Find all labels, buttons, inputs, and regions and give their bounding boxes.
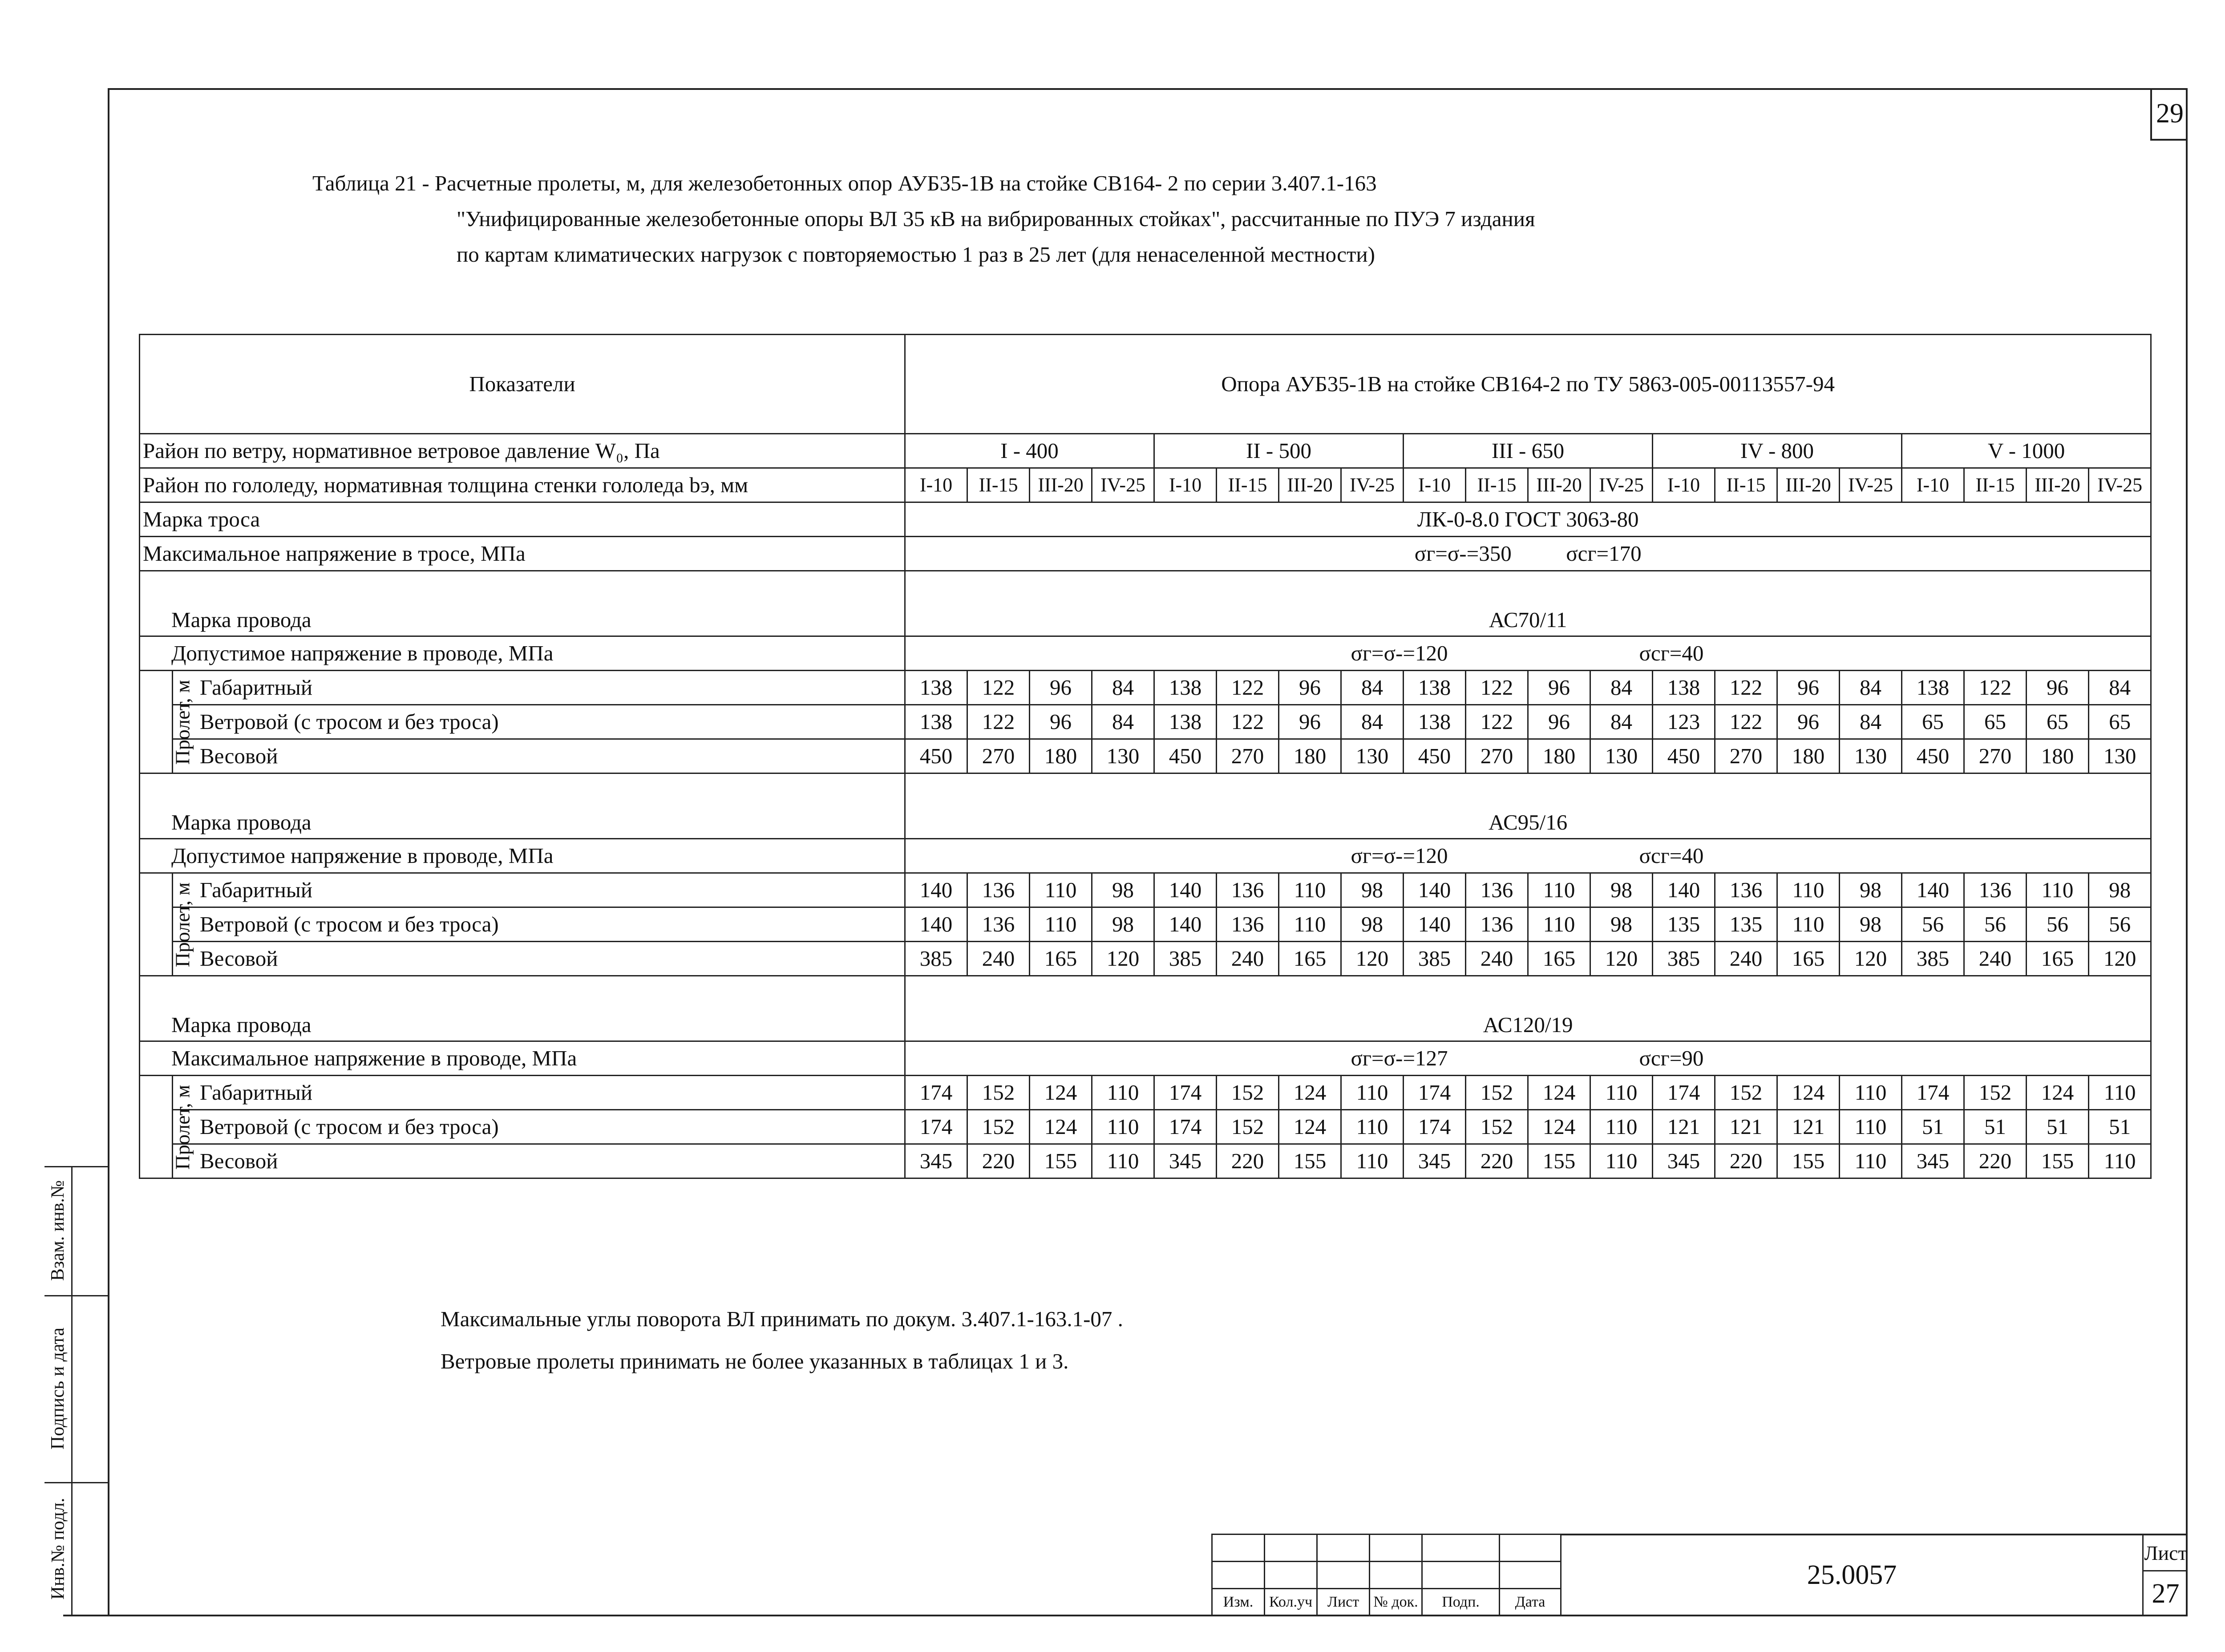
span-value-cell: 385 (905, 942, 967, 976)
span-value-cell: 155 (2027, 1144, 2089, 1178)
span-value-cell: 138 (1154, 671, 1217, 705)
ice-region-cell: I-10 (1653, 468, 1715, 502)
span-row (140, 671, 2151, 705)
span-value-cell: 121 (1653, 1110, 1715, 1144)
title-block-header: Лист (1317, 1589, 1370, 1616)
wire-stress-main: σг=σ-=120 (905, 636, 1528, 671)
span-value-cell: 136 (967, 873, 1030, 907)
ice-region-cell: IV-25 (1341, 468, 1404, 502)
title-block-grid (1211, 1534, 1562, 1616)
span-value-cell: 110 (1092, 1110, 1154, 1144)
span-value-cell: 84 (1092, 705, 1154, 739)
span-value-cell: 124 (1777, 1076, 1840, 1110)
wire-label: Марка провода (140, 976, 905, 1041)
span-value-cell: 96 (1528, 705, 1590, 739)
span-value-cell: 138 (905, 705, 967, 739)
wind-region-cell: V - 1000 (1902, 434, 2151, 468)
span-value-cell: 84 (1590, 671, 1653, 705)
span-value-cell: 98 (2089, 873, 2151, 907)
wind-region-cell: II - 500 (1154, 434, 1404, 468)
ice-region-cell: II-15 (1715, 468, 1777, 502)
caption-line-3: по картам климатических нагрузок с повторяемостью 1 раз в 25 лет (для ненаселенной местности) (457, 242, 1375, 267)
span-value-cell: 135 (1715, 907, 1777, 942)
span-row-name: Ветровой (с тросом и без троса) (173, 1110, 905, 1144)
span-vertical-label (140, 1076, 194, 1178)
span-value-cell: 152 (1964, 1076, 2027, 1110)
span-value-cell: 165 (2027, 942, 2089, 976)
span-value-cell: 450 (1653, 739, 1715, 773)
span-value-cell: 220 (967, 1144, 1030, 1178)
span-value-cell: 385 (1154, 942, 1217, 976)
wind-region-cell: III - 650 (1404, 434, 1653, 468)
span-value-cell: 345 (1653, 1144, 1715, 1178)
span-value-cell: 124 (1279, 1110, 1341, 1144)
wire-stress-row (140, 839, 2151, 873)
span-value-cell: 165 (1528, 942, 1590, 976)
side-stamp-replacement: Взам. инв.№ (48, 1180, 68, 1281)
sheet-box (2142, 1534, 2188, 1615)
span-value-cell: 96 (1528, 671, 1590, 705)
span-row (140, 1144, 2151, 1178)
span-value-cell: 174 (905, 1110, 967, 1144)
span-value-cell: 152 (1217, 1076, 1279, 1110)
span-value-cell: 174 (1653, 1076, 1715, 1110)
span-value-cell: 122 (1715, 671, 1777, 705)
span-value-cell: 180 (1030, 739, 1092, 773)
span-value-cell: 138 (1902, 671, 1964, 705)
span-value-cell: 98 (1590, 873, 1653, 907)
span-value-cell: 124 (1030, 1076, 1092, 1110)
span-value-cell: 84 (1341, 671, 1404, 705)
frame-bottom-line (63, 1615, 2188, 1616)
span-value-cell: 110 (1030, 873, 1092, 907)
span-value-cell: 110 (1840, 1110, 1902, 1144)
title-block-header: Изм. (1212, 1589, 1265, 1616)
ice-row (140, 468, 2151, 502)
span-value-cell: 450 (1404, 739, 1466, 773)
span-value-cell: 140 (1653, 873, 1715, 907)
span-value-cell: 135 (1653, 907, 1715, 942)
ice-region-cell: IV-25 (1590, 468, 1653, 502)
span-row-name: Ветровой (с тросом и без троса) (173, 705, 905, 739)
wire-row (140, 571, 2151, 636)
span-value-cell: 122 (967, 671, 1030, 705)
span-value-cell: 180 (1528, 739, 1590, 773)
span-value-cell: 270 (1964, 739, 2027, 773)
span-value-cell: 96 (1279, 705, 1341, 739)
ice-region-cell: III-20 (1030, 468, 1092, 502)
span-value-cell: 152 (1217, 1110, 1279, 1144)
span-value-cell: 220 (1466, 1144, 1528, 1178)
table-caption (312, 166, 1535, 272)
span-value-cell: 240 (1964, 942, 2027, 976)
span-value-cell: 136 (1715, 873, 1777, 907)
span-row (140, 907, 2151, 942)
span-value-cell: 65 (2089, 705, 2151, 739)
span-value-cell: 98 (1590, 907, 1653, 942)
span-value-cell: 120 (1840, 942, 1902, 976)
ice-region-cell: IV-25 (1092, 468, 1154, 502)
ice-region-cell: IV-25 (2089, 468, 2151, 502)
ice-region-cell: III-20 (1777, 468, 1840, 502)
span-value-cell: 136 (1466, 873, 1528, 907)
side-stamp-signature-date: Подпись и дата (48, 1327, 68, 1450)
span-value-cell: 345 (1154, 1144, 1217, 1178)
title-block-header: Кол.уч (1265, 1589, 1317, 1616)
ice-region-cell: II-15 (1964, 468, 2027, 502)
span-value-cell: 174 (905, 1076, 967, 1110)
ice-region-cell: II-15 (1217, 468, 1279, 502)
span-row (140, 942, 2151, 976)
caption-line-2: "Унифицированные железобетонные опоры ВЛ 35 кВ на вибрированных стойках", рассчитанные по ПУЭ 7 издания (457, 206, 1535, 231)
span-value-cell: 65 (1902, 705, 1964, 739)
span-value-cell: 155 (1777, 1144, 1840, 1178)
span-value-cell: 98 (1840, 907, 1902, 942)
span-value-cell: 84 (1840, 705, 1902, 739)
span-value-cell: 130 (1590, 739, 1653, 773)
spans-table (139, 334, 2152, 1179)
ice-region-cell: III-20 (2027, 468, 2089, 502)
span-row-name: Габаритный (173, 873, 905, 907)
span-value-cell: 84 (1590, 705, 1653, 739)
wire-stress-label: Максимальное напряжение в проводе, МПа (140, 1041, 905, 1076)
span-value-cell: 138 (1653, 671, 1715, 705)
rope-stress-value: σг=σ-=350 σсг=170 (905, 537, 2151, 571)
span-value-cell: 110 (1590, 1110, 1653, 1144)
span-value-cell: 174 (1902, 1076, 1964, 1110)
span-value-cell: 121 (1777, 1110, 1840, 1144)
ice-label: Район по гололеду, нормативная толщина стенки гололеда bэ, мм (140, 468, 905, 502)
span-value-cell: 220 (1217, 1144, 1279, 1178)
rope-stress-row (140, 537, 2151, 571)
span-value-cell: 96 (1777, 705, 1840, 739)
span-value-cell: 98 (1840, 873, 1902, 907)
span-value-cell: 180 (2027, 739, 2089, 773)
span-value-cell: 345 (1902, 1144, 1964, 1178)
rope-stress-label: Максимальное напряжение в тросе, МПа (140, 537, 905, 571)
span-value-cell: 122 (1217, 671, 1279, 705)
wire-stress-main: σг=σ-=120 (905, 839, 1528, 873)
span-row-name: Весовой (173, 942, 905, 976)
wind-row (140, 434, 2151, 468)
header-support: Опора АУБ35-1В на стойке СВ164-2 по ТУ 5863-005-00113557-94 (905, 335, 2151, 434)
caption-line-1: Таблица 21 - Расчетные пролеты, м, для железобетонных опор АУБ35-1В на стойке СВ164- 2 по серии 3.407.1-163 (312, 171, 1377, 195)
span-value-cell: 152 (967, 1076, 1030, 1110)
span-value-cell: 84 (1341, 705, 1404, 739)
span-vertical-text: Пролет, м (171, 680, 194, 765)
span-value-cell: 51 (2089, 1110, 2151, 1144)
ice-region-cell: I-10 (1404, 468, 1466, 502)
span-value-cell: 155 (1279, 1144, 1341, 1178)
wire-label: Марка провода (140, 773, 905, 839)
span-value-cell: 345 (1404, 1144, 1466, 1178)
ice-region-cell: II-15 (1466, 468, 1528, 502)
span-value-cell: 174 (1154, 1076, 1217, 1110)
document-code: 25.0057 (1560, 1534, 2142, 1615)
span-value-cell: 240 (967, 942, 1030, 976)
span-row (140, 1110, 2151, 1144)
span-value-cell: 110 (2089, 1076, 2151, 1110)
span-value-cell: 51 (1964, 1110, 2027, 1144)
span-value-cell: 345 (905, 1144, 967, 1178)
span-value-cell: 240 (1466, 942, 1528, 976)
ice-region-cell: IV-25 (1840, 468, 1902, 502)
span-value-cell: 140 (1154, 873, 1217, 907)
wind-label: Район по ветру, нормативное ветровое давление W₀, Па (140, 434, 905, 468)
span-value-cell: 110 (1279, 873, 1341, 907)
span-value-cell: 165 (1279, 942, 1341, 976)
note-wind-spans: Ветровые пролеты принимать не более указанных в таблицах 1 и 3. (441, 1349, 1069, 1373)
title-block-header: Подп. (1422, 1589, 1500, 1616)
ice-region-cell: III-20 (1528, 468, 1590, 502)
span-value-cell: 240 (1217, 942, 1279, 976)
span-value-cell: 138 (1154, 705, 1217, 739)
span-row-name: Весовой (173, 739, 905, 773)
span-value-cell: 122 (1466, 705, 1528, 739)
span-row (140, 873, 2151, 907)
wind-region-cell: IV - 800 (1653, 434, 1902, 468)
wire-stress-yearly: σсг=90 (1528, 1041, 2151, 1076)
span-value-cell: 270 (1715, 739, 1777, 773)
span-value-cell: 140 (1154, 907, 1217, 942)
span-value-cell: 270 (967, 739, 1030, 773)
span-value-cell: 140 (1404, 873, 1466, 907)
span-value-cell: 51 (1902, 1110, 1964, 1144)
span-value-cell: 56 (1902, 907, 1964, 942)
note-turn-angles: Максимальные углы поворота ВЛ принимать по докум. 3.407.1-163.1-07 . (441, 1307, 1123, 1331)
span-value-cell: 84 (1092, 671, 1154, 705)
span-value-cell: 98 (1341, 907, 1404, 942)
span-value-cell: 120 (2089, 942, 2151, 976)
wire-row (140, 976, 2151, 1041)
span-value-cell: 152 (1715, 1076, 1777, 1110)
span-vertical-label (140, 873, 194, 976)
span-value-cell: 165 (1777, 942, 1840, 976)
rope-row (140, 502, 2151, 537)
span-value-cell: 98 (1341, 873, 1404, 907)
wire-stress-row (140, 636, 2151, 671)
span-value-cell: 110 (1528, 907, 1590, 942)
wire-value: АС95/16 (905, 773, 2151, 839)
span-value-cell: 136 (1466, 907, 1528, 942)
span-value-cell: 65 (2027, 705, 2089, 739)
span-value-cell: 138 (1404, 705, 1466, 739)
span-value-cell: 56 (2089, 907, 2151, 942)
wire-value: АС120/19 (905, 976, 2151, 1041)
span-value-cell: 51 (2027, 1110, 2089, 1144)
span-row-name: Габаритный (173, 671, 905, 705)
span-value-cell: 180 (1279, 739, 1341, 773)
side-stamp-inventory: Инв.№ подл. (48, 1498, 68, 1600)
span-value-cell: 152 (967, 1110, 1030, 1144)
title-block-header: № док. (1370, 1589, 1422, 1616)
span-value-cell: 110 (1840, 1144, 1902, 1178)
span-value-cell: 110 (1341, 1110, 1404, 1144)
span-value-cell: 110 (2027, 873, 2089, 907)
wire-row (140, 773, 2151, 839)
span-value-cell: 56 (2027, 907, 2089, 942)
ice-region-cell: I-10 (1902, 468, 1964, 502)
ice-region-cell: I-10 (905, 468, 967, 502)
sheet-label: Лист (2144, 1535, 2188, 1571)
span-row-name: Ветровой (с тросом и без троса) (173, 907, 905, 942)
span-value-cell: 140 (905, 873, 967, 907)
span-value-cell: 124 (1528, 1076, 1590, 1110)
span-vertical-label (140, 671, 194, 773)
span-value-cell: 138 (905, 671, 967, 705)
span-value-cell: 130 (1092, 739, 1154, 773)
span-value-cell: 96 (2027, 671, 2089, 705)
span-value-cell: 450 (1154, 739, 1217, 773)
span-value-cell: 122 (1715, 705, 1777, 739)
header-indicators: Показатели (140, 335, 905, 434)
span-value-cell: 124 (2027, 1076, 2089, 1110)
span-value-cell: 121 (1715, 1110, 1777, 1144)
span-value-cell: 165 (1030, 942, 1092, 976)
ice-region-cell: II-15 (967, 468, 1030, 502)
span-value-cell: 155 (1030, 1144, 1092, 1178)
span-value-cell: 270 (1466, 739, 1528, 773)
wire-stress-main: σг=σ-=127 (905, 1041, 1528, 1076)
span-value-cell: 136 (967, 907, 1030, 942)
span-value-cell: 450 (905, 739, 967, 773)
span-value-cell: 220 (1715, 1144, 1777, 1178)
span-value-cell: 140 (905, 907, 967, 942)
span-value-cell: 98 (1092, 907, 1154, 942)
span-value-cell: 120 (1590, 942, 1653, 976)
span-value-cell: 385 (1902, 942, 1964, 976)
span-value-cell: 56 (1964, 907, 2027, 942)
span-value-cell: 240 (1715, 942, 1777, 976)
span-value-cell: 96 (1030, 671, 1092, 705)
span-value-cell: 84 (1840, 671, 1902, 705)
span-value-cell: 110 (1279, 907, 1341, 942)
span-value-cell: 140 (1404, 907, 1466, 942)
span-value-cell: 98 (1092, 873, 1154, 907)
wire-stress-label: Допустимое напряжение в проводе, МПа (140, 636, 905, 671)
span-value-cell: 122 (1964, 671, 2027, 705)
span-value-cell: 450 (1902, 739, 1964, 773)
span-value-cell: 180 (1777, 739, 1840, 773)
span-value-cell: 110 (1777, 907, 1840, 942)
wire-stress-yearly: σсг=40 (1528, 839, 2151, 873)
title-block-header: Дата (1500, 1589, 1561, 1616)
span-value-cell: 136 (1217, 873, 1279, 907)
span-value-cell: 122 (1466, 671, 1528, 705)
span-value-cell: 84 (2089, 671, 2151, 705)
span-value-cell: 130 (1840, 739, 1902, 773)
span-value-cell: 152 (1466, 1076, 1528, 1110)
span-vertical-text: Пролет, м (171, 882, 194, 967)
span-value-cell: 270 (1217, 739, 1279, 773)
span-row (140, 739, 2151, 773)
wire-stress-yearly: σсг=40 (1528, 636, 2151, 671)
span-value-cell: 385 (1404, 942, 1466, 976)
span-value-cell: 140 (1902, 873, 1964, 907)
span-value-cell: 110 (1341, 1076, 1404, 1110)
span-row-name: Габаритный (173, 1076, 905, 1110)
span-value-cell: 152 (1466, 1110, 1528, 1144)
span-value-cell: 110 (1092, 1076, 1154, 1110)
span-value-cell: 110 (1590, 1144, 1653, 1178)
rope-label: Марка троса (140, 502, 905, 537)
span-value-cell: 130 (2089, 739, 2151, 773)
span-value-cell: 110 (1092, 1144, 1154, 1178)
span-value-cell: 124 (1528, 1110, 1590, 1144)
span-value-cell: 136 (1217, 907, 1279, 942)
span-value-cell: 96 (1279, 671, 1341, 705)
span-value-cell: 220 (1964, 1144, 2027, 1178)
wire-stress-label: Допустимое напряжение в проводе, МПа (140, 839, 905, 873)
span-value-cell: 96 (1777, 671, 1840, 705)
span-value-cell: 110 (1590, 1076, 1653, 1110)
wind-region-cell: I - 400 (905, 434, 1154, 468)
span-row (140, 705, 2151, 739)
span-value-cell: 120 (1341, 942, 1404, 976)
span-value-cell: 110 (1777, 873, 1840, 907)
span-value-cell: 110 (2089, 1144, 2151, 1178)
ice-region-cell: I-10 (1154, 468, 1217, 502)
span-vertical-text: Пролет, м (171, 1085, 194, 1170)
span-value-cell: 130 (1341, 739, 1404, 773)
span-value-cell: 174 (1154, 1110, 1217, 1144)
span-value-cell: 136 (1964, 873, 2027, 907)
wire-label: Марка провода (140, 571, 905, 636)
ice-region-cell: III-20 (1279, 468, 1341, 502)
span-value-cell: 110 (1528, 873, 1590, 907)
span-value-cell: 124 (1279, 1076, 1341, 1110)
span-value-cell: 385 (1653, 942, 1715, 976)
span-value-cell: 110 (1341, 1144, 1404, 1178)
wire-value: АС70/11 (905, 571, 2151, 636)
span-value-cell: 120 (1092, 942, 1154, 976)
span-value-cell: 110 (1840, 1076, 1902, 1110)
span-value-cell: 122 (967, 705, 1030, 739)
span-row (140, 1076, 2151, 1110)
span-value-cell: 124 (1030, 1110, 1092, 1144)
span-value-cell: 123 (1653, 705, 1715, 739)
wire-stress-row (140, 1041, 2151, 1076)
span-value-cell: 110 (1030, 907, 1092, 942)
span-value-cell: 138 (1404, 671, 1466, 705)
table-header-row (140, 335, 2151, 434)
span-value-cell: 174 (1404, 1110, 1466, 1144)
sheet-number: 27 (2152, 1578, 2180, 1609)
page-number: 29 (2150, 88, 2188, 141)
span-value-cell: 96 (1030, 705, 1092, 739)
span-value-cell: 174 (1404, 1076, 1466, 1110)
span-value-cell: 122 (1217, 705, 1279, 739)
span-value-cell: 65 (1964, 705, 2027, 739)
span-row-name: Весовой (173, 1144, 905, 1178)
span-value-cell: 155 (1528, 1144, 1590, 1178)
side-stamp-divider (71, 1166, 73, 1616)
rope-value: ЛК-0-8.0 ГОСТ 3063-80 (905, 502, 2151, 537)
